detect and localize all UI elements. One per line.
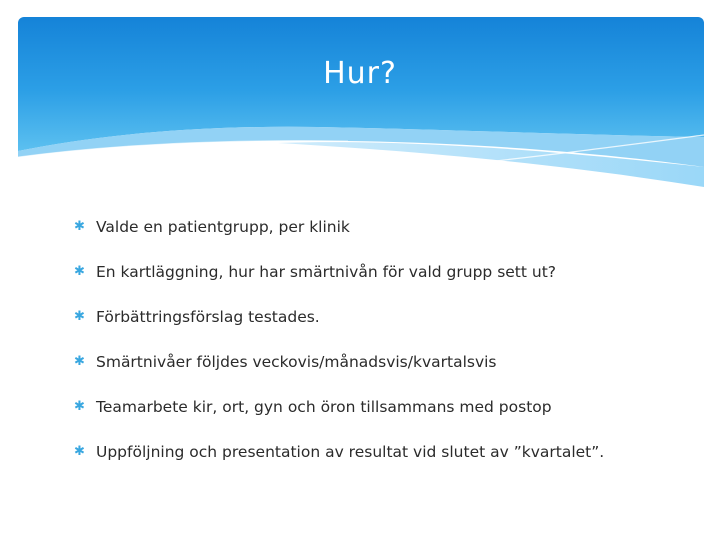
asterisk-bullet-icon: ✱ bbox=[74, 264, 85, 279]
bullet-item bbox=[68, 384, 688, 429]
bullet-text: En kartläggning, hur har smärtnivån för vald grupp sett ut? bbox=[96, 262, 557, 281]
bullet-text: Förbättringsförslag testades. bbox=[96, 307, 320, 326]
bullet-text: Uppföljning och presentation av resultat vid slutet av ”kvartalet”. bbox=[96, 442, 605, 461]
bullet-text: Valde en patientgrupp, per klinik bbox=[96, 217, 350, 236]
bullet-text: Smärtnivåer följdes veckovis/månadsvis/kvartalsvis bbox=[96, 352, 497, 371]
title-header-band bbox=[18, 17, 704, 197]
bullet-list bbox=[68, 204, 688, 474]
asterisk-bullet-icon: ✱ bbox=[74, 309, 85, 324]
bullet-item bbox=[68, 204, 688, 249]
bullet-item bbox=[68, 249, 688, 294]
asterisk-bullet-icon: ✱ bbox=[74, 219, 85, 234]
bullet-item bbox=[68, 339, 688, 384]
slide-title: Hur? bbox=[323, 56, 397, 91]
bullet-text: Teamarbete kir, ort, gyn och öron tillsammans med postop bbox=[96, 397, 552, 416]
bullet-item bbox=[68, 294, 688, 339]
asterisk-bullet-icon: ✱ bbox=[74, 399, 85, 414]
asterisk-bullet-icon: ✱ bbox=[74, 354, 85, 369]
asterisk-bullet-icon: ✱ bbox=[74, 444, 85, 459]
bullet-item bbox=[68, 429, 688, 474]
header-wave-graphic bbox=[18, 17, 704, 197]
